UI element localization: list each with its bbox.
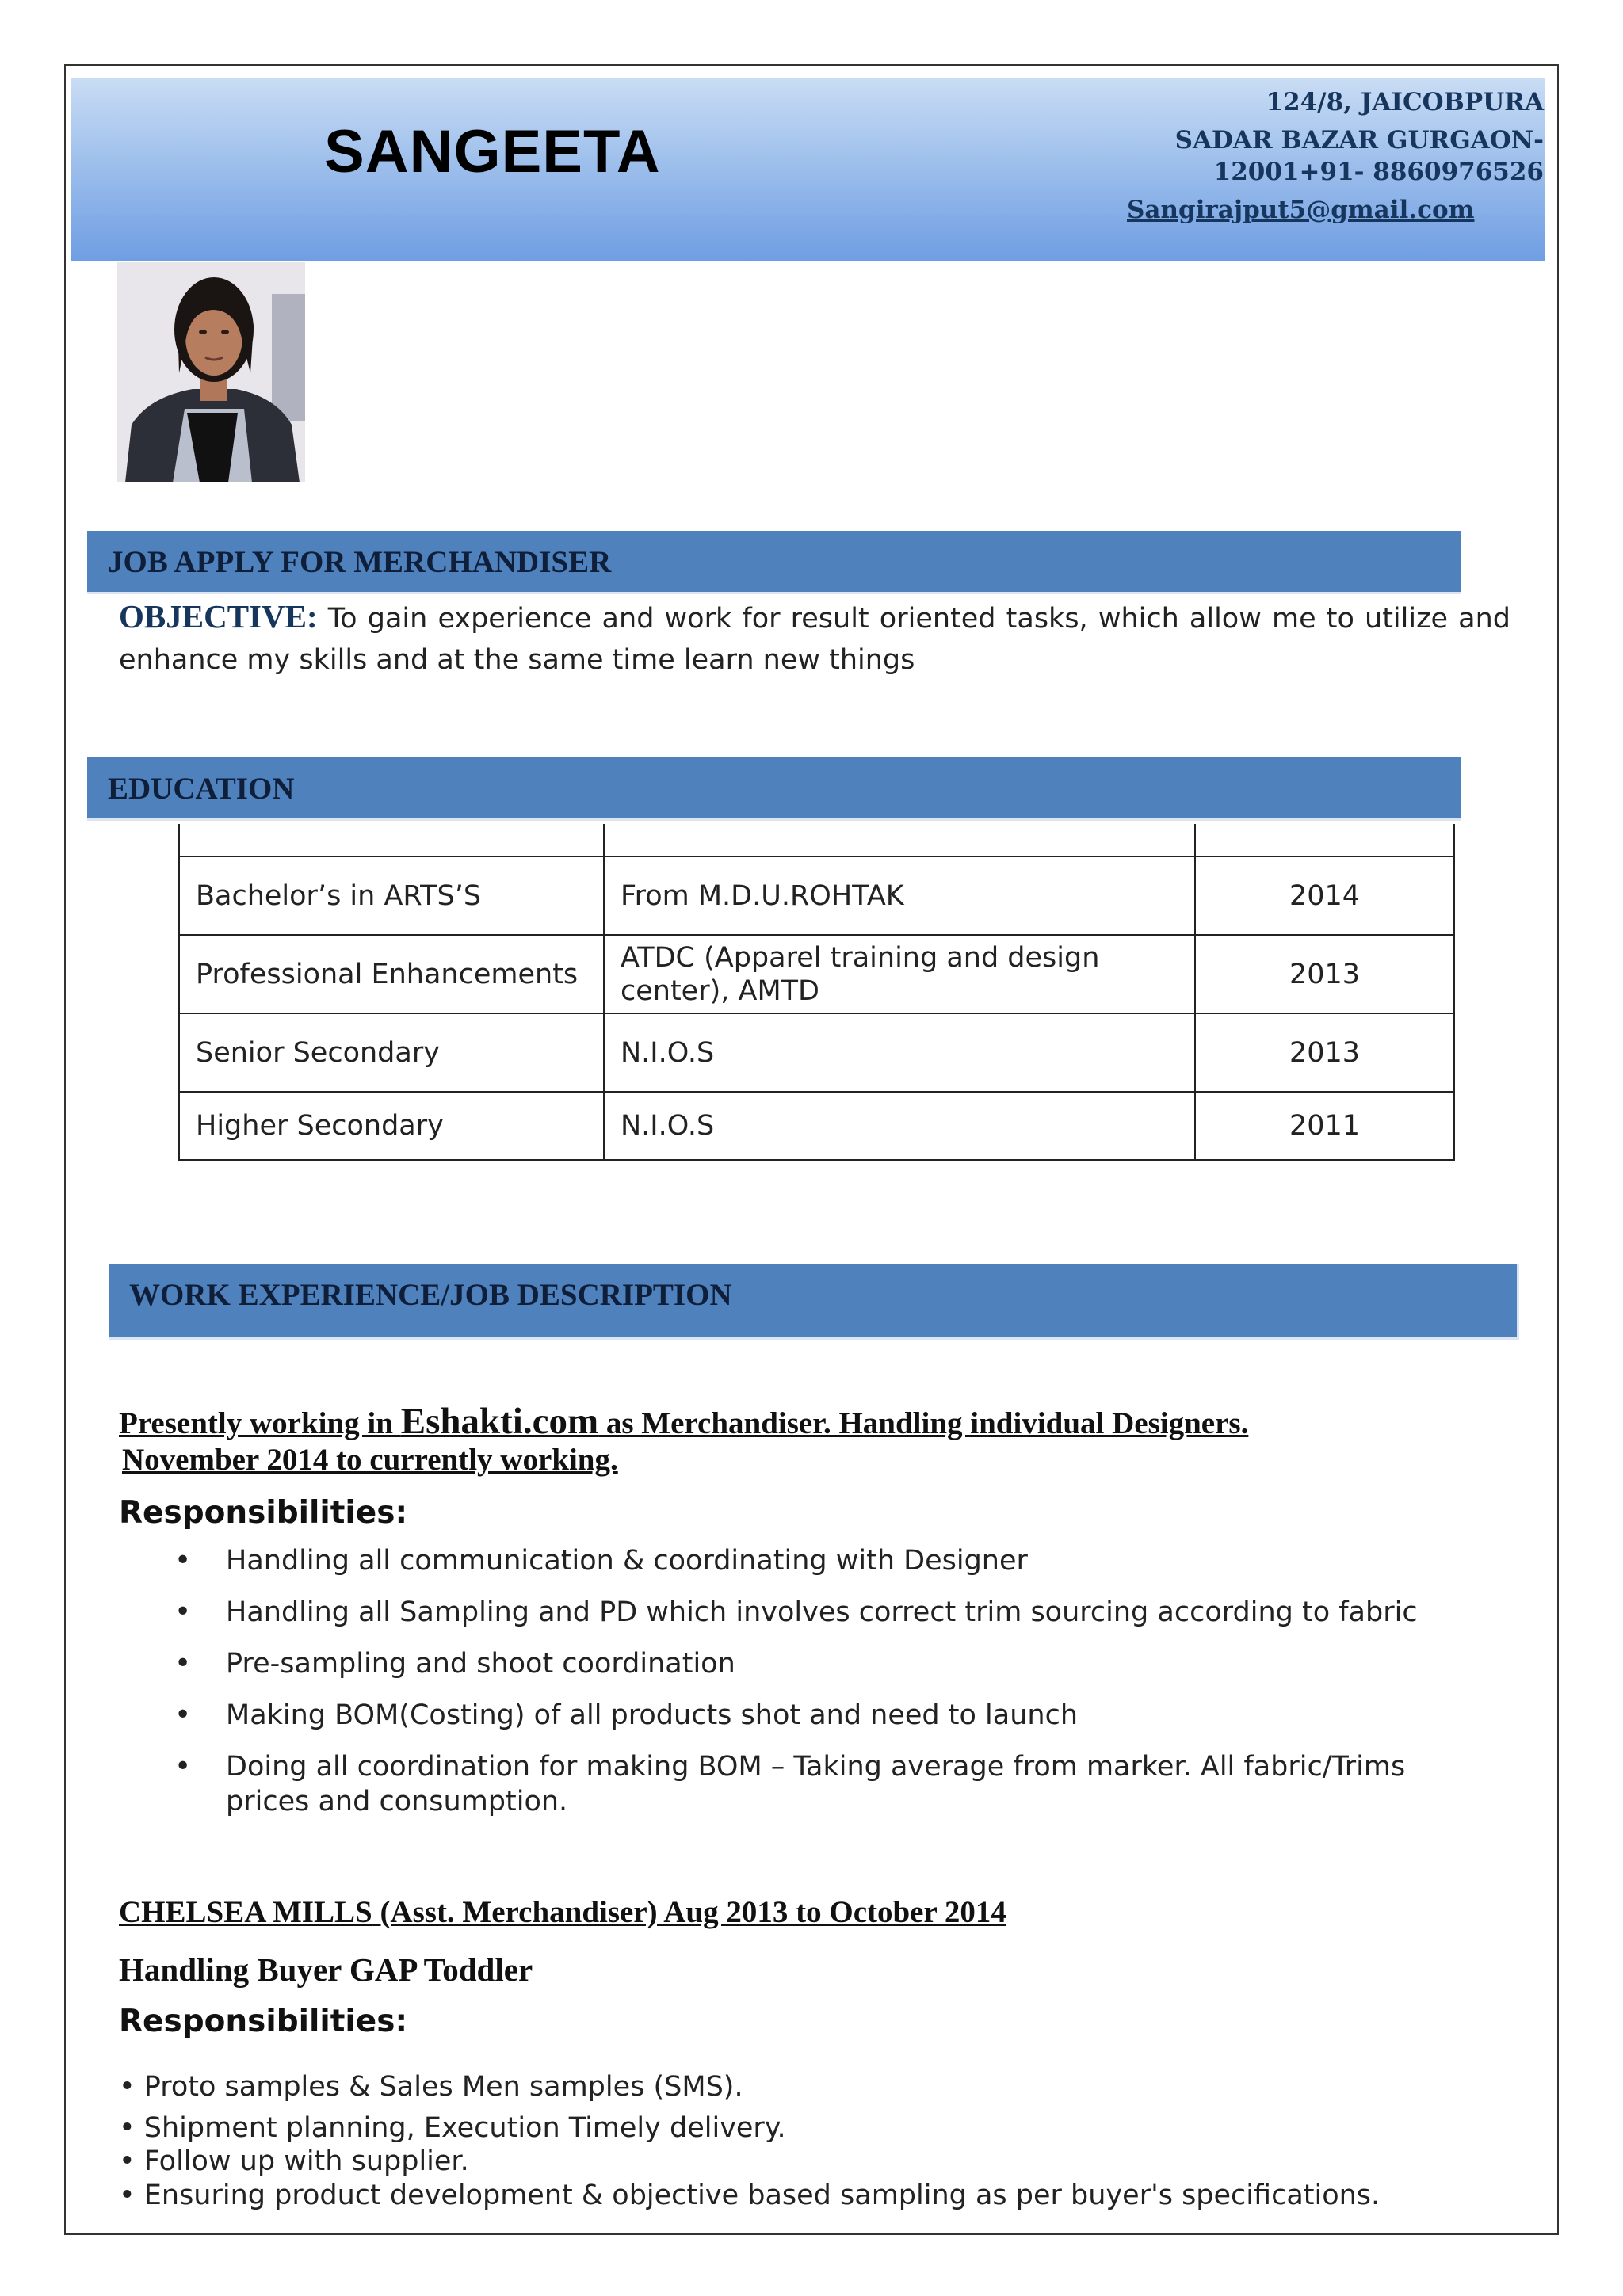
table-row [179, 935, 1454, 1013]
table-row [179, 1013, 1454, 1092]
candidate-name: SANGEETA [324, 118, 661, 185]
job1-responsibilities-label: Responsibilities: [119, 1495, 408, 1531]
institution-cell: N.I.O.S [604, 1092, 1195, 1160]
job1-period: November 2014 to currently working. [122, 1443, 618, 1477]
work-experience-heading: WORK EXPERIENCE/JOB DESCRIPTION [129, 1278, 732, 1312]
list-item: • Handling all Sampling and PD which involves correct trim sourcing according to fabric [119, 1595, 1466, 1630]
job2-subheading: Handling Buyer GAP Toddler [119, 1951, 533, 1988]
table-row [179, 1092, 1454, 1160]
job2-responsibilities-label: Responsibilities: [119, 2004, 408, 2039]
institution-cell: From M.D.U.ROHTAK [604, 856, 1195, 935]
year-cell: 2013 [1195, 1013, 1454, 1092]
job1-heading-prefix: Presently working in [119, 1406, 401, 1440]
year-cell: 2011 [1195, 1092, 1454, 1160]
job1-heading [119, 1400, 1248, 1443]
list-item: • Making BOM(Costing) of all products shot and need to launch [119, 1698, 1466, 1733]
qualification-cell: Professional Enhancements [179, 935, 604, 1013]
qualification-cell: Higher Secondary [179, 1092, 604, 1160]
job1-responsibilities-list [119, 1543, 1466, 1836]
institution-cell: ATDC (Apparel training and design center), AMTD [604, 935, 1195, 1013]
year-cell: 2013 [1195, 935, 1454, 1013]
profile-photo [117, 262, 305, 482]
list-item: • Pre-sampling and shoot coordination [119, 1646, 1466, 1681]
institution-cell: N.I.O.S [604, 1013, 1195, 1092]
table-row-empty [179, 824, 1454, 856]
email-link[interactable]: Sangirajput5@gmail.com [1127, 196, 1475, 224]
address-line-2: SADAR BAZAR GURGAON- [1174, 126, 1544, 154]
list-item: • Follow up with supplier. [119, 2145, 469, 2177]
job1-heading-suffix: as Merchandiser. Handling individual Designers. [598, 1406, 1249, 1440]
list-item: • Doing all coordination for making BOM – Taking average from marker. All fabric/Trims prices and consumption. [119, 1749, 1466, 1819]
education-heading: EDUCATION [108, 772, 295, 806]
qualification-cell: Bachelor’s in ARTS’S [179, 856, 604, 935]
objective-label: OBJECTIVE: [119, 598, 318, 635]
job1-company: Eshakti.com [400, 1401, 599, 1442]
list-item: • Proto samples & Sales Men samples (SMS). [119, 2071, 743, 2103]
list-item: • Handling all communication & coordinating with Designer [119, 1543, 1466, 1578]
year-cell: 2014 [1195, 856, 1454, 935]
qualification-cell: Senior Secondary [179, 1013, 604, 1092]
list-item: • Shipment planning, Execution Timely delivery. [119, 2112, 786, 2144]
table-row [179, 856, 1454, 935]
address-phone-line: 12001+91- 8860976526 [1213, 158, 1544, 186]
list-item: • Ensuring product development & objective based sampling as per buyer's specifications. [119, 2180, 1381, 2211]
job2-heading: CHELSEA MILLS (Asst. Merchandiser) Aug 2013 to October 2014 [119, 1895, 1006, 1929]
objective-paragraph [119, 596, 1510, 681]
objective-text: To gain experience and work for result oriented tasks, which allow me to utilize and enhance my skills and at the same time learn new things [119, 603, 1510, 676]
education-table [178, 824, 1455, 1161]
address-line-1: 124/8, JAICOBPURA [1266, 88, 1544, 116]
job-apply-heading: JOB APPLY FOR MERCHANDISER [108, 545, 612, 579]
